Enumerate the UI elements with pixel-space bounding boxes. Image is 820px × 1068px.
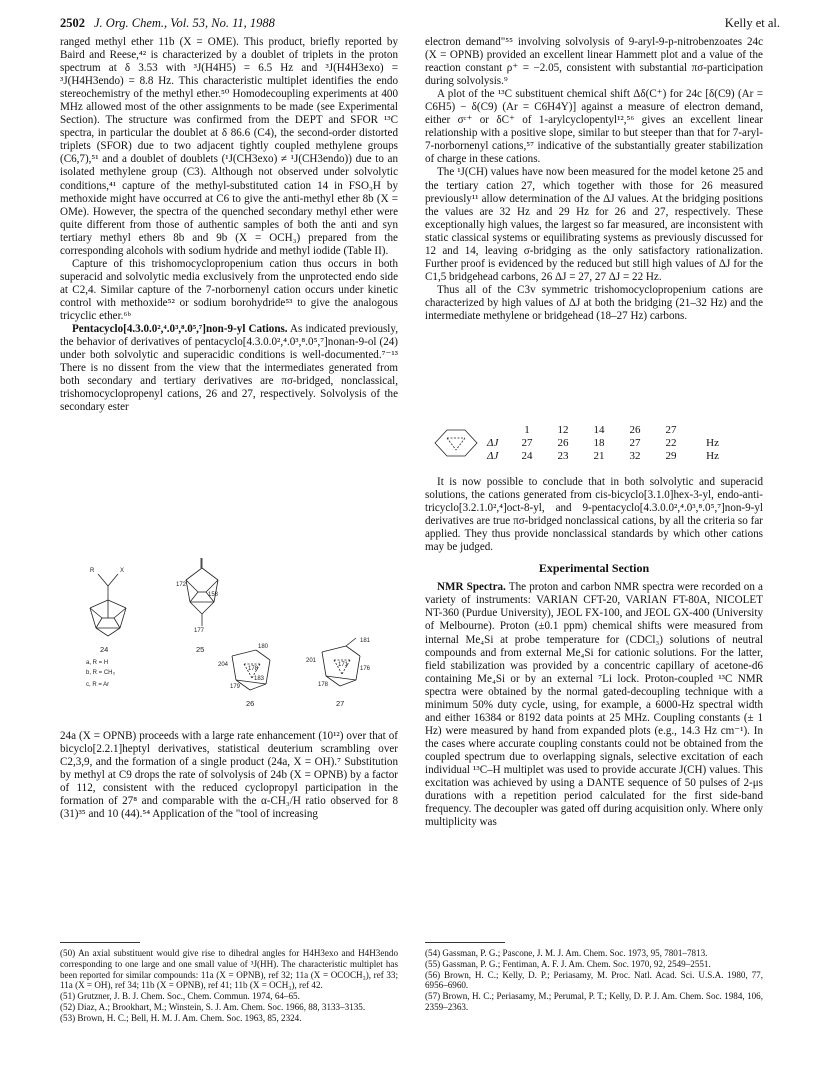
value-label: 201 — [306, 658, 317, 664]
substituent-b-label: b, R = CH₃ — [86, 670, 115, 676]
value-label: 177 — [194, 628, 205, 634]
footnote-rule-right — [425, 942, 505, 943]
table-header-cell: 12 — [557, 424, 569, 436]
right-column-upper — [425, 36, 763, 323]
table-cell: Hz — [706, 437, 719, 449]
table-header-cell: 26 — [629, 424, 641, 436]
running-header — [60, 16, 780, 36]
paragraph: ranged methyl ether 11b (X = OME). This product, briefly reported by Baird and Reese,⁴² is characterized by a doublet of triplets in the proton spectrum at δ 3.53 with ³J(H4H5) = 6.5 Hz and ³J(H4H3exo) = ³J(H4H3endo) = 8.8 Hz. This characteristic multiplet identifies the endo stereochemistry of the methyl ether.⁵⁰ Homodecoupling experiments at 400 MHz allowed most of the other assignments to be made (see Experimental Section). The structure was confirmed from the DEPT and SFOR ¹³C spectra, in particular the doublet at δ 86.6 (C4), the second-order distorted triplets (SFOR) due to two adjacent tightly coupled methylene groups (C6,7),⁵¹ and a doublet of doublets (¹J(CH3exo) ≠ ¹J(CH3endo)) due to an isolated methylene group (C3). Although not observed under solvolytic conditions,⁴¹ capture of the methyl-substituted cation 14 in FSO₃H by methoxide might have occurred at C6 to give the anti-methyl ether 8b (X = OMe). However, the spectra of the quenched secondary methyl ether were quite different from those of authentic samples of both the anti and syn tertiary methyl ethers 8b and 9b (X = OCH₃) prepared from the corresponding alcohols with sodium hydride and methyl iodide (Table II). — [60, 36, 398, 257]
table-cell: Hz — [706, 450, 719, 462]
table-header-cell: 27 — [665, 424, 677, 436]
left-column-upper — [60, 36, 398, 414]
page-number: 2502 — [60, 16, 85, 30]
footnote: (52) Diaz, A.; Brookhart, M.; Winstein, S. J. Am. Chem. Soc. 1966, 88, 3133–3135. — [60, 1001, 366, 1012]
table-cell: ΔJ — [487, 450, 499, 462]
compound-25-label: 25 — [196, 645, 205, 654]
footnote: (51) Grutzner, J. B. J. Chem. Soc., Chem. Commun. 1974, 64–65. — [60, 991, 300, 1002]
value-label: 179 — [230, 684, 241, 690]
structures-figure — [60, 556, 398, 724]
paragraph: A plot of the ¹³C substituent chemical shift Δδ(C⁺) for 24c [δ(C9) (Ar = C6H5) − δ(C9) (Ar = C6H4Y)] against a measure of electron demand, either σᶜ⁺ or δC⁺ of 1-arylcyclopentyl¹²,⁵⁶ gives an excellent linear relationship with a positive slope, similar to but steeper than that for 7-aryl-7-norbornenyl cations,⁵⁷ indicative of the substantially greater stabilization of charge in these cations. — [425, 88, 763, 166]
paragraph: It is now possible to conclude that in both solvolytic and superacid solutions, the cations generated from cis-bicyclo[3.1.0]hex-3-yl, endo-anti-tricyclo[3.2.1.0²,⁴]oct-8-yl, and 9-pentacyclo[4.3.0.0²,⁴.0³,⁸.0⁵,⁷]non-9-yl derivatives are true πσ-bridged nonclassical cations, by all the criteria so far applied. They thus provide nonclassical standards by which other cations may be judged. — [425, 476, 763, 554]
paragraph-body: The proton and carbon NMR spectra were recorded on a variety of instruments: VARIAN CFT-20, VARIAN FT-80A, NICOLET NT-360 (Purdue University), JEOL FX-100, and JEOL GX-400 (University of Melbourne). Proton (±0.1 ppm) chemical shifts were measured from internal Me₄Si at probe temperature for (CDCl₃) solutions of neutral compounds and from external Me₄Si for cationic solutions. For the latter, field stabilization was provided by a concentric capillary of acetone-d6 containing Me₄Si or by an external ⁷Li lock. Proton-coupled ¹³C NMR spectra were obtained by the normal gated-decoupling technique with a minimum 50% duty cycle, using, for example, a 6000-Hz spectral width and either 16384 or 8192 data points at 25 MHz. Coupling constants (± 1 Hz) were measured by hand from expanded plots (e.g., 14.3 Hz cm⁻¹). In the cases where accurate coupling constants could not be obtained from the coupled spectrum due to overlapping signals, selective excitation of each individual ¹³C–H multiplet was used to provide accurate J(CH) values. This excitation was achieved by using a DANTE sequence of 50 pulses of 2-μs durations with a repetition period calculated for the first side-band frequency. The decoupler was gated off during acquisition only. Where only multiplicity was — [425, 581, 763, 829]
footnote: (54) Gassman, P. G.; Pascone, J. M. J. Am. Chem. Soc. 1973, 95, 7801–7813. — [425, 948, 708, 958]
structures-svg — [60, 556, 398, 724]
section-title: Experimental Section — [538, 561, 650, 576]
paragraph: Thus all of the C3v symmetric trishomocyclopropenium cations are characterized by high values of ΔJ at both the bridging (21–32 Hz) and the intermediate methylene or bridgehead (18–27 Hz) carbons. — [425, 283, 763, 322]
table-header-row — [487, 424, 719, 437]
paragraph-body: As indicated previously, the behavior of derivatives of pentacyclo[4.3.0.0²,⁴.0³,⁸.0⁵,⁷]nonan-9-ol (24) under both solvolytic and superacidic conditions is well-documented.⁷⁻¹³ There is no dissent from the view that the intermediates generated from both secondary and tertiary derivatives are πσ-bridged, nonclassical, trishomocyclopropenyl cations, 26 and 27, respectively. Solvolysis of the secondary ester — [60, 323, 398, 414]
footnotes-left — [60, 948, 398, 1024]
delta-j-table — [425, 424, 763, 464]
value-label: 178 — [318, 682, 329, 688]
value-label: 180 — [258, 644, 269, 650]
table-header-cell: 1 — [524, 424, 530, 436]
running-authors: Kelly et al. — [724, 16, 780, 30]
paragraph: 24a (X = OPNB) proceeds with a large rate enhancement (10¹²) over that of bicyclo[2.2.1]heptyl derivatives, statistical deuterium scrambling over C2,3,9, and the formation of a single product (24a, X = OH).⁷ Substitution by methyl at C9 drops the rate of solvolysis of 24b (X = OPNB) by a factor of 112, consistent with the reduced cyclopropyl participation in the formation of 27⁸ and comparable with the α-CH₃/H ratio observed for 8 (31)³⁵ and 10 (44).⁵⁴ Application of the "tool of increasing — [60, 730, 398, 821]
figure-labels — [86, 568, 371, 708]
paragraph-heading: NMR Spectra. — [437, 581, 506, 594]
footnote: (56) Brown, H. C.; Kelly, D. P.; Periasamy, M. Proc. Natl. Acad. Sci. U.S.A. 1980, 77, 6956–6960. — [425, 969, 763, 991]
table-cell: 27 — [629, 437, 641, 449]
footnotes-right — [425, 948, 763, 1013]
table-cell: 23 — [557, 450, 569, 462]
footnote-rule-left — [60, 942, 140, 943]
paragraph: Capture of this trishomocyclopropenium cation thus occurs in both superacid and solvolytic media exclusively from the unprotected endo side at C2,4. Similar capture of the 7-norbornenyl cation occurs under kinetic control with methoxide⁵² or sodium borohydride⁵³ to give the analogous tricyclic ether.⁶ᵇ — [60, 257, 398, 322]
compound-27-label: 27 — [336, 699, 345, 708]
paragraph: The ¹J(CH) values have now been measured for the model ketone 25 and the tertiary cation 27, which together with those for 26 measured previously¹¹ allow determination of the ΔJ values. At the bridging positions the values are 32 Hz and 29 Hz for 26 and 27, respectively. These exceptionally high values, the largest so far measured, are inconsistent with static classical systems or equilibrating systems as previously discussed for 12 and 14, leaving σ-bridging as the only satisfactory rationalization. Further proof is evidenced by the reduced but still high values of ΔJ for the C1,5 bridgehead carbons, 26 ΔJ = 27, 27 ΔJ = 22 Hz. — [425, 166, 763, 283]
compound-26-label: 26 — [246, 699, 255, 708]
table-cell: 32 — [629, 450, 641, 462]
left-column-lower — [60, 730, 398, 821]
compound-24-label: 24 — [100, 645, 109, 654]
footnote: (50) An axial substituent would give rise to dihedral angles for H4H3exo and H4H3endo corresponding to one large and one small value of ³J(HH). The characteristic multiplet has been reported for similar compounds: 11a (X = OPNB), ref 32; 11a (X = OCOCH₃), ref 33; 11a (X = OH), ref 34; 11b (X = OPNB), ref 41; 11b (X = OCH₃), ref 42. — [60, 948, 398, 991]
table-body — [487, 424, 719, 463]
table-cell: 18 — [593, 437, 605, 449]
value-label: 158 — [208, 592, 219, 598]
footnote: (53) Brown, H. C.; Bell, H. M. J. Am. Chem. Soc. 1963, 85, 2324. — [60, 1012, 302, 1023]
paragraph: electron demand"⁵⁵ involving solvolysis of 9-aryl-9-p-nitrobenzoates 24c (X = OPNB) provided an excellent linear Hammett plot and a value of the reaction constant ρ⁺ = −2.05, consistent with substantial πσ-participation during solvolysis.⁹ — [425, 36, 763, 88]
footnote: (55) Gassman, P. G.; Fentiman, A. F. J. Am. Chem. Soc. 1970, 92, 2549–2551. — [425, 958, 711, 969]
table-cell: 22 — [665, 437, 677, 449]
value-label: 204 — [218, 662, 229, 668]
journal-citation: J. Org. Chem., Vol. 53, No. 11, 1988 — [94, 16, 275, 30]
table-cell: 26 — [557, 437, 569, 449]
r-label: R — [90, 568, 95, 574]
paragraph-heading: Pentacyclo[4.3.0.0²,⁴.0³,⁸.0⁵,⁷]non-9-yl Cations. — [72, 323, 288, 336]
x-label: X — [120, 568, 125, 574]
table-cell: 27 — [521, 437, 533, 449]
value-label: 181 — [360, 638, 371, 644]
paragraph — [60, 323, 398, 414]
table-cell: 29 — [665, 450, 677, 462]
value-label: 171 — [338, 662, 349, 668]
table-header-cell — [689, 424, 719, 437]
table-row — [487, 450, 719, 463]
table-header-cell: 14 — [593, 424, 605, 436]
structure-24 — [90, 574, 126, 636]
table-cell: 24 — [521, 450, 533, 462]
value-label: 178 — [248, 666, 259, 672]
table-row — [487, 437, 719, 450]
value-label: 172 — [176, 582, 187, 588]
paragraph — [425, 581, 763, 829]
cation-structure-icon — [431, 426, 481, 460]
value-label: 176 — [360, 666, 371, 672]
footnote: (57) Brown, H. C.; Periasamy, M.; Perumal, P. T.; Kelly, D. P. J. Am. Chem. Soc. 1984, 106, 2359–2363. — [425, 991, 763, 1012]
table-cell: ΔJ — [487, 437, 499, 449]
substituent-a-label: a, R = H — [86, 660, 109, 666]
table-header-cell — [487, 424, 509, 437]
table-cell: 21 — [593, 450, 605, 462]
right-column-lower — [425, 476, 763, 829]
substituent-c-label: c, R = Ar — [86, 682, 110, 688]
value-label: 183 — [254, 676, 265, 682]
